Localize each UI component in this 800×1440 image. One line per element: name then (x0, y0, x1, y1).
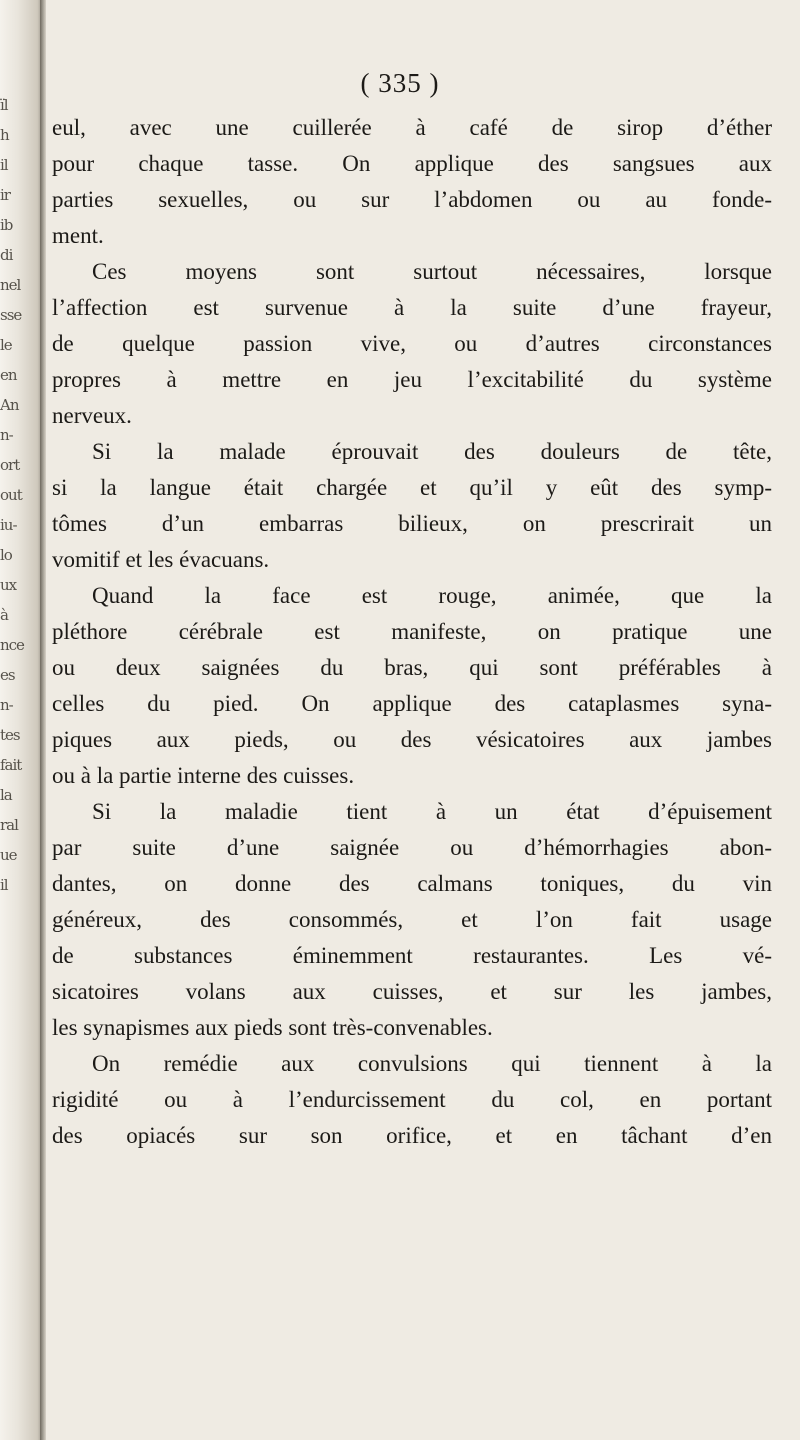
bleed-fragment: ir (0, 186, 10, 204)
text-line: Si la malade éprouvait des douleurs de tête, (92, 439, 772, 464)
bleed-fragment: h (0, 126, 9, 144)
text-line: parties sexuelles, ou sur l’abdomen ou au fonde- (52, 187, 772, 212)
text-line: l’affection est survenue à la suite d’une frayeur, (52, 295, 772, 320)
text-line: eul, avec une cuillerée à café de sirop d’éther (52, 115, 772, 140)
bleed-fragment: nel (0, 276, 21, 294)
text-line: dantes, on donne des calmans toniques, du vin (52, 871, 772, 896)
bleed-fragment: ue (0, 846, 17, 864)
book-fold-shadow (40, 0, 46, 1440)
text-line: tômes d’un embarras bilieux, on prescrirait un (52, 511, 772, 536)
page-number: ( 335 ) (360, 68, 440, 98)
text-line: Si la maladie tient à un état d’épuisement (92, 799, 772, 824)
bleed-fragment: di (0, 246, 13, 264)
bleed-fragment: tes (0, 726, 20, 744)
text-line: des opiacés sur son orifice, et en tâchant d’en (52, 1123, 772, 1148)
text-line: ment. (52, 223, 104, 248)
bleed-fragment: iu- (0, 516, 17, 534)
text-line: celles du pied. On applique des cataplasmes syna- (52, 691, 772, 716)
bleed-fragment: n- (0, 426, 13, 444)
text-line: si la langue était chargée et qu’il y eût des symp- (52, 475, 772, 500)
bleed-fragment: lo (0, 546, 12, 564)
bleed-fragment: fait (0, 756, 22, 774)
text-line: piques aux pieds, ou des vésicatoires aux jambes (52, 727, 772, 752)
text-line: rigidité ou à l’endurcissement du col, en portant (52, 1087, 772, 1112)
text-line: nerveux. (52, 403, 132, 428)
text-line: vomitif et les évacuans. (52, 547, 270, 572)
bleed-fragment: ort (0, 456, 20, 474)
text-line: de substances éminemment restaurantes. Les vé- (52, 943, 772, 968)
bleed-fragment: en (0, 366, 17, 384)
bleed-fragment: il (0, 876, 8, 894)
text-line: Ces moyens sont surtout nécessaires, lorsque (92, 259, 772, 284)
bleed-fragment: il (0, 156, 8, 174)
bleed-fragment: ib (0, 216, 13, 234)
text-line: Quand la face est rouge, animée, que la (92, 583, 772, 608)
bleed-fragment: ïl (0, 96, 8, 114)
text-line: ou à la partie interne des cuisses. (52, 763, 355, 788)
bleed-fragment: nce (0, 636, 24, 654)
bleed-fragment: n- (0, 696, 13, 714)
text-line: les synapismes aux pieds sont très-convenables. (52, 1015, 493, 1040)
text-line: ou deux saignées du bras, qui sont préférables à (52, 655, 772, 680)
bleed-fragment: An (0, 396, 19, 414)
text-line: pour chaque tasse. On applique des sangsues aux (52, 151, 772, 176)
bleed-fragment: le (0, 336, 12, 354)
bleed-fragment: à (0, 606, 8, 624)
text-line: sicatoires volans aux cuisses, et sur les jambes, (52, 979, 772, 1004)
text-line: de quelque passion vive, ou d’autres circonstances (52, 331, 772, 356)
text-line: pléthore cérébrale est manifeste, on pratique une (52, 619, 772, 644)
bleed-fragment: la (0, 786, 12, 804)
page-body (52, 110, 772, 1154)
text-line: par suite d’une saignée ou d’hémorrhagies abon- (52, 835, 772, 860)
bleed-fragment: out (0, 486, 22, 504)
bleed-fragment: ux (0, 576, 17, 594)
text-line: propres à mettre en jeu l’excitabilité du système (52, 367, 772, 392)
bleed-fragment: ral (0, 816, 18, 834)
bleed-fragment: sse (0, 306, 22, 324)
text-line: généreux, des consommés, et l’on fait usage (52, 907, 772, 932)
text-line: On remédie aux convulsions qui tiennent à la (92, 1051, 772, 1076)
bleed-fragment: es (0, 666, 15, 684)
